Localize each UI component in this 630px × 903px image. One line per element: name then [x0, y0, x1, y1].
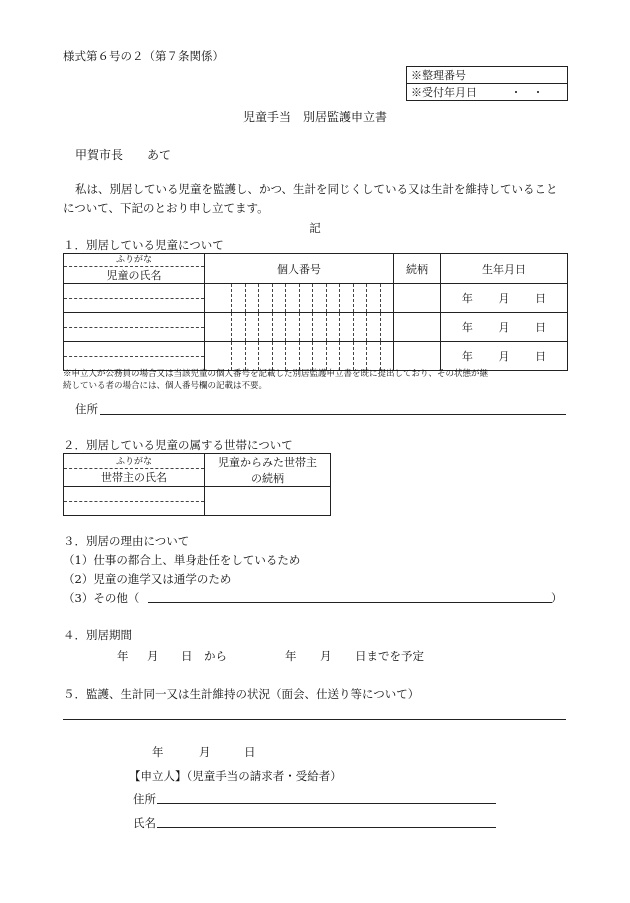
- child-name-cell[interactable]: [64, 313, 205, 342]
- reason-2[interactable]: （2）児童の進学又は通学のため: [63, 572, 232, 586]
- date-day: 日: [244, 745, 256, 759]
- date-year: 年: [152, 745, 164, 759]
- period-to-day: 日までを予定: [355, 649, 424, 663]
- header-furigana: ふりがな: [64, 456, 204, 469]
- period-from-day: 日 から: [181, 649, 227, 663]
- form-id: 様式第６号の２（第７条関係）: [63, 49, 224, 63]
- addressee: 甲賀市長 あて: [75, 148, 172, 162]
- year-label: 年: [461, 292, 473, 305]
- date-month: 月: [199, 745, 211, 759]
- header-child-name-label: 児童の氏名: [106, 269, 162, 282]
- month-label: 月: [498, 350, 510, 363]
- header-relation-line-1: 児童からみた世帯主: [218, 456, 317, 469]
- children-table-header: [64, 254, 568, 284]
- child-name-cell[interactable]: [64, 284, 205, 313]
- header-relationship: 続柄: [394, 254, 441, 284]
- birth-date-cell[interactable]: [441, 342, 568, 371]
- header-furigana: ふりがな: [64, 254, 204, 267]
- reason-3[interactable]: （3）その他（: [63, 591, 140, 605]
- table-row: [64, 487, 331, 516]
- table-row: [64, 313, 568, 342]
- birth-date-cell[interactable]: [441, 284, 568, 313]
- header-personal-number: 個人番号: [205, 254, 394, 284]
- relationship-cell[interactable]: [394, 342, 441, 371]
- header-householder-relation: [205, 454, 331, 487]
- header-birth-date: 生年月日: [441, 254, 568, 284]
- section4-heading: ４．別居期間: [63, 628, 132, 642]
- applicant-address-label: 住所: [133, 792, 156, 806]
- reason-other-line[interactable]: [148, 602, 552, 603]
- year-label: 年: [461, 321, 473, 334]
- table-row: [64, 342, 568, 371]
- reference-number-label: ※整理番号: [411, 69, 466, 82]
- section1-address-line[interactable]: [100, 414, 566, 415]
- table-row: [64, 284, 568, 313]
- document-title: 児童手当 別居監護申立書: [242, 110, 387, 124]
- relationship-cell[interactable]: [394, 313, 441, 342]
- year-label: 年: [461, 350, 473, 363]
- applicant-name-label: 氏名: [133, 816, 156, 830]
- header-relation-line-2: の続柄: [251, 472, 284, 485]
- period-to-year: 年: [285, 649, 297, 663]
- reason-3-close: ）: [551, 591, 563, 605]
- period-from-month: 月: [147, 649, 159, 663]
- applicant-address-line[interactable]: [157, 803, 496, 804]
- header-child-name: [64, 254, 205, 284]
- child-name-cell[interactable]: [64, 342, 205, 371]
- period-to-month: 月: [320, 649, 332, 663]
- section1-address-label: 住所: [75, 402, 98, 416]
- personal-number-cell[interactable]: [205, 313, 394, 342]
- month-label: 月: [498, 292, 510, 305]
- reason-1[interactable]: （1）仕事の都合上、単身赴任をしているため: [63, 553, 301, 567]
- received-date-label: ※受付年月日: [411, 86, 477, 99]
- applicant-label: 【申立人】（児童手当の請求者・受給者）: [129, 769, 342, 783]
- day-label: 日: [535, 321, 547, 334]
- day-label: 日: [535, 292, 547, 305]
- section5-heading: ５．監護、生計同一又は生計維持の状況（面会、仕送り等について）: [63, 687, 420, 701]
- household-table: [63, 453, 331, 516]
- householder-name-cell[interactable]: [64, 487, 205, 516]
- children-table: [63, 253, 568, 371]
- received-date-field[interactable]: [407, 84, 568, 101]
- householder-relation-cell[interactable]: [205, 487, 331, 516]
- day-label: 日: [535, 350, 547, 363]
- ki-label: 記: [309, 221, 321, 235]
- intro-line-1: 私は、別居している児童を監護し、かつ、生計を同じくしている又は生計を維持していること: [75, 182, 558, 196]
- reference-box: [406, 66, 568, 101]
- section3-heading: ３．別居の理由について: [63, 534, 190, 548]
- section5-answer-line[interactable]: [63, 719, 566, 720]
- personal-number-cell[interactable]: [205, 342, 394, 371]
- section1-note-line-1: ※申立人が公務員の場合又は当該児童の個人番号を記載した別居監護申立書を既に提出しており、その状態が継: [63, 369, 489, 379]
- section1-note-line-2: 続している者の場合には、個人番号欄の記載は不要。: [63, 381, 268, 391]
- section1-heading: １．別居している児童について: [63, 238, 224, 252]
- birth-date-cell[interactable]: [441, 313, 568, 342]
- applicant-name-line[interactable]: [157, 827, 496, 828]
- personal-number-cell[interactable]: [205, 284, 394, 313]
- household-table-header: [64, 454, 331, 487]
- reference-number-field[interactable]: [407, 67, 568, 84]
- header-householder-name: [64, 454, 205, 487]
- section2-heading: ２．別居している児童の属する世帯について: [63, 438, 293, 452]
- header-householder-name-label: 世帯主の氏名: [101, 470, 167, 484]
- intro-line-2: について、下記のとおり申し立てます。: [63, 201, 269, 215]
- month-label: 月: [498, 321, 510, 334]
- relationship-cell[interactable]: [394, 284, 441, 313]
- received-date-value: ・ ・: [510, 86, 544, 99]
- period-from-year: 年: [117, 649, 129, 663]
